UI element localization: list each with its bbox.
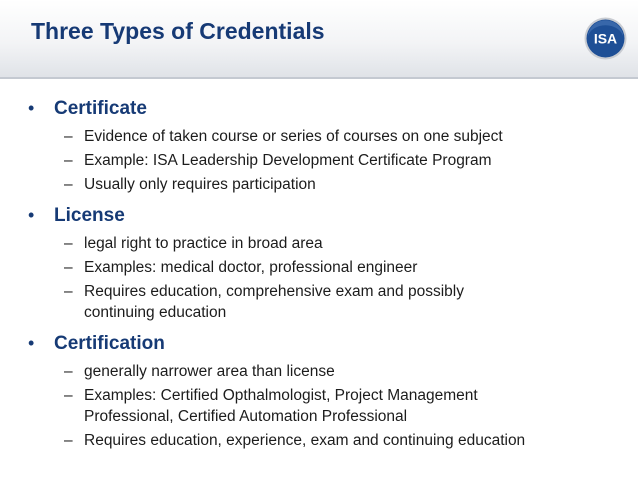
list-item: – legal right to practice in broad area [64, 235, 323, 252]
slide-title: Three Types of Credentials [31, 18, 325, 44]
list-item: – Requires education, comprehensive exam and possibly continuing education [64, 283, 464, 321]
list-item: – Evidence of taken course or series of courses on one subject [64, 128, 503, 145]
logo-text: ISA [593, 30, 618, 47]
slide-content [0, 96, 638, 454]
bullet: • [28, 98, 35, 118]
list-item: – Requires education, experience, exam and continuing education [64, 432, 526, 449]
section-title: Certificate [54, 98, 147, 119]
isa-logo [583, 16, 628, 61]
section-certification [0, 331, 638, 451]
section-title: License [54, 205, 125, 226]
bullet: • [28, 333, 35, 353]
section-certificate [0, 96, 638, 195]
section-license [0, 203, 638, 323]
list-item: – Examples: Certified Opthalmologist, Project Management Professional, Certified Automation Professional [64, 387, 478, 425]
list-item: – Example: ISA Leadership Development Certificate Program [64, 152, 492, 169]
list-item: – Usually only requires participation [64, 176, 316, 193]
header-divider [0, 77, 638, 79]
list-item: – Examples: medical doctor, professional engineer [64, 259, 418, 276]
bullet: • [28, 205, 35, 225]
list-item: – generally narrower area than license [64, 363, 335, 380]
section-title: Certification [54, 333, 165, 354]
